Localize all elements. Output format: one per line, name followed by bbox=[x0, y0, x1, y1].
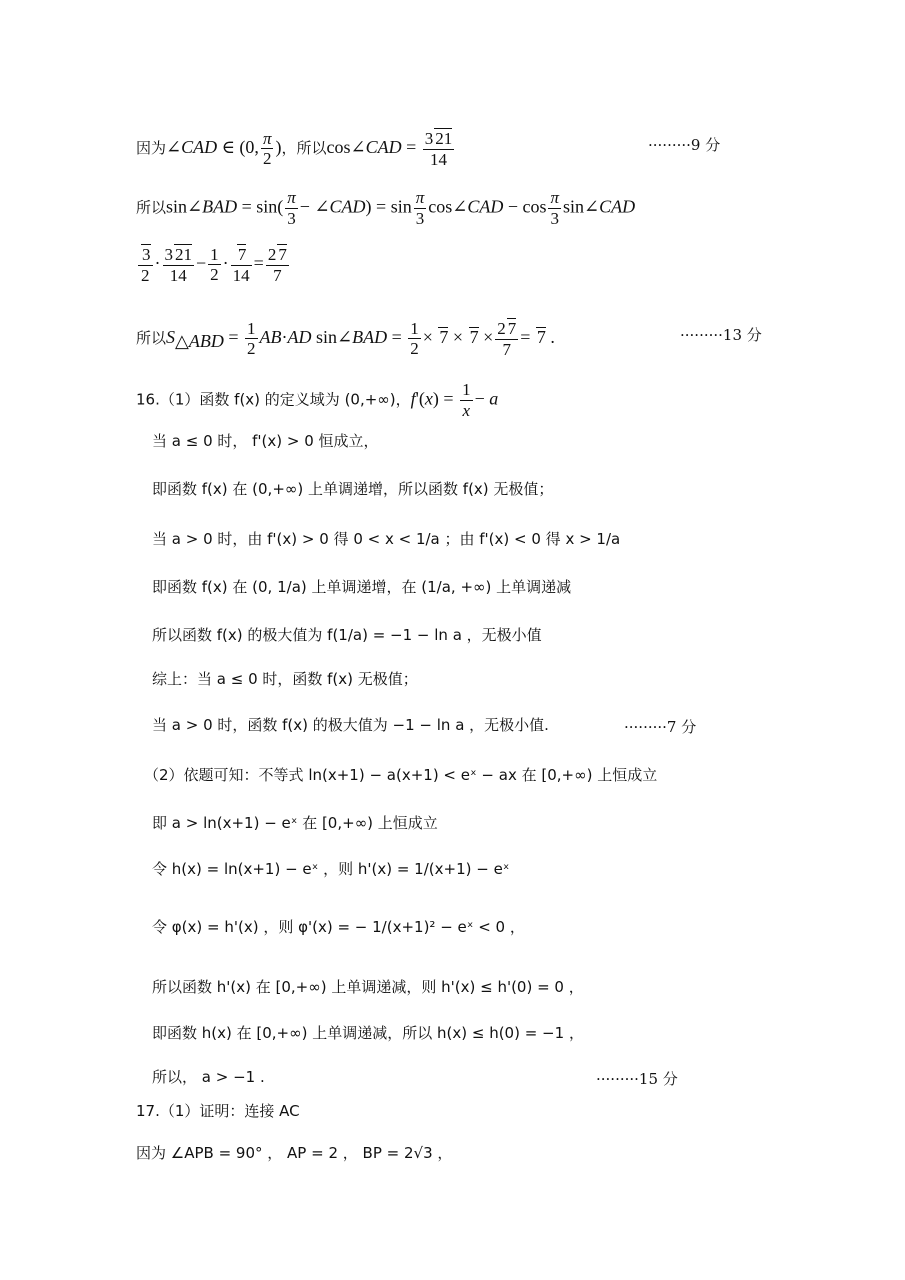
text-line-18: 即函数 h(x) 在 [0,+∞) 上单调递减，所以 h(x) ≤ h(0) = −1 ， bbox=[152, 1024, 584, 1042]
line-1-text: 因为 bbox=[136, 139, 167, 158]
text-line-19: 所以， a > −1 . bbox=[152, 1068, 265, 1086]
text-line-12: 当 a > 0 时，函数 f(x) 的极大值为 −1 − ln a ，无极小值. bbox=[152, 716, 549, 734]
text-line-8: 当 a > 0 时，由 f'(x) > 0 得 0 < x < 1/a ；由 f'(x) < 0 得 x > 1/a bbox=[152, 530, 621, 548]
text-line-21: 因为 ∠APB = 90° ， AP = 2 ， BP = 2√3 ， bbox=[136, 1144, 453, 1162]
text-line-5: 16.（1）函数 f(x) 的定义域为 (0,+∞)，f'(x) = $\frac{1}{x}$ − a bbox=[136, 380, 499, 420]
text-line-11: 综上：当 a ≤ 0 时，函数 f(x) 无极值； bbox=[152, 670, 418, 688]
text-line-10: 所以函数 f(x) 的极大值为 f(1/a) = −1 − ln a ，无极小值 bbox=[152, 626, 542, 644]
text-line-2: 所以sin∠BAD = sin( $\frac{\pi}{3}$ − ∠CAD) = sin $\frac{\pi}{3}$ cos∠CAD − cos $\frac{\pi}{3}$ sin∠CAD bbox=[136, 188, 636, 228]
line-1-text-2: ，所以 bbox=[281, 139, 327, 158]
text-line-6: 当 a ≤ 0 时， f'(x) > 0 恒成立， bbox=[152, 432, 379, 450]
text-line-3: $\frac{3}{2}$ · $\frac{3 21}{14}$ − $\frac{1}{2}$ · $\frac{7}{14}$ = $\frac{2 7}{7}$ bbox=[136, 244, 291, 285]
text-line-15: 令 h(x) = ln(x+1) − eˣ ，则 h'(x) = 1/(x+1) − eˣ bbox=[152, 860, 510, 878]
text-line-7: 即函数 f(x) 在 (0,+∞) 上单调递增，所以函数 f(x) 无极值； bbox=[152, 480, 554, 498]
text-line-1: 因为∠CAD ∈ (0, $\frac{\pi}{2}$ )，所以cos∠CAD = $\frac{3 21}{14}$ bbox=[136, 128, 453, 169]
score-7: ·········7 分 bbox=[624, 718, 697, 736]
line-4-text: 所以 bbox=[136, 329, 167, 348]
score-15: ·········15 分 bbox=[596, 1070, 678, 1088]
text-line-16: 令 φ(x) = h'(x) ，则 φ'(x) = − 1/(x+1)² − eˣ < 0 ， bbox=[152, 918, 525, 936]
text-line-14: 即 a > ln(x+1) − eˣ 在 [0,+∞) 上恒成立 bbox=[152, 814, 438, 832]
text-line-13: （2）依题可知：不等式 ln(x+1) − a(x+1) < eˣ − ax 在 [0,+∞) 上恒成立 bbox=[144, 766, 658, 784]
text-line-4: 所以$S_{\triangle ABD}$ = $\frac{1}{2}$ AB·AD sin∠BAD = $\frac{1}{2}$ × 7 × 7 × $\frac{2 7}{7}$ = 7 . bbox=[136, 318, 555, 359]
text-line-17: 所以函数 h'(x) 在 [0,+∞) 上单调递减，则 h'(x) ≤ h'(0) = 0 ， bbox=[152, 978, 584, 996]
score-13: ·········13 分 bbox=[680, 326, 762, 344]
score-9: ·········9 分 bbox=[648, 136, 721, 154]
text-line-9: 即函数 f(x) 在 (0, 1/a) 上单调递增，在 (1/a, +∞) 上单调递减 bbox=[152, 578, 572, 596]
line-2-text: 所以 bbox=[136, 198, 167, 217]
line-5-text: 16.（1）函数 f(x) 的定义域为 (0,+∞)， bbox=[136, 390, 411, 409]
text-line-20: 17.（1）证明：连接 AC bbox=[136, 1102, 300, 1120]
